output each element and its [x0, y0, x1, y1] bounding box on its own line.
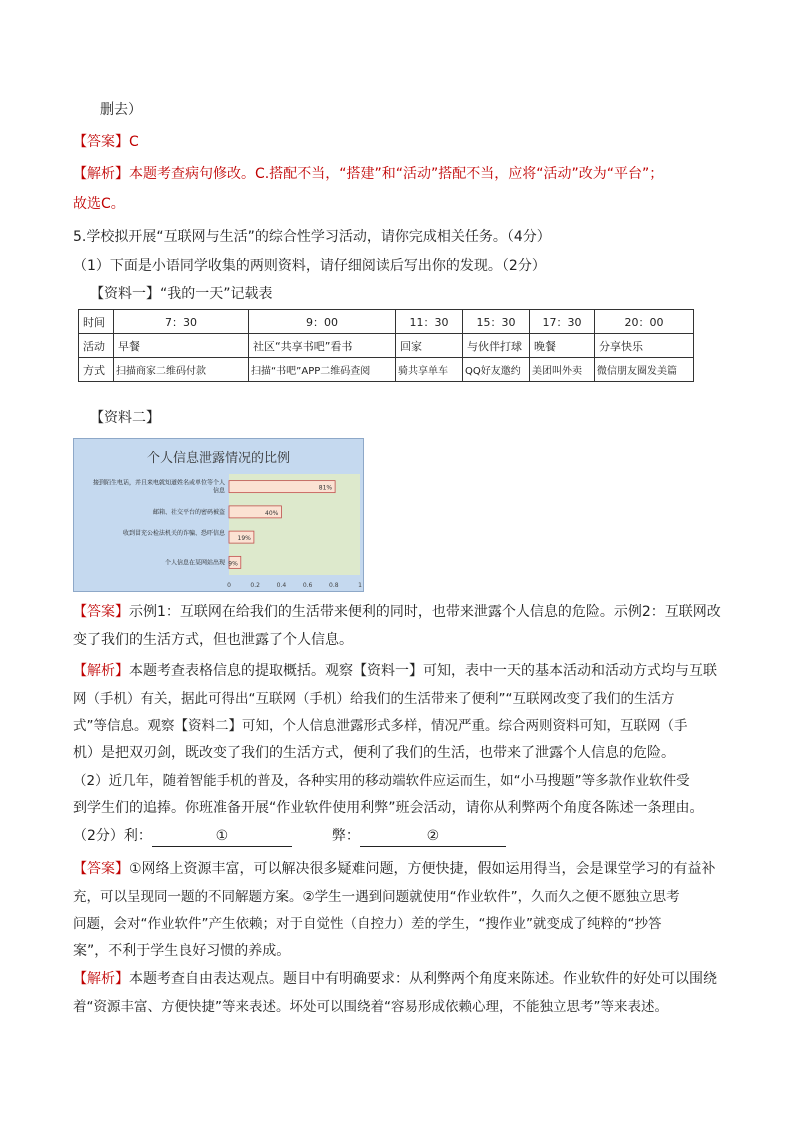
chart-data-label: 40% [265, 509, 279, 517]
answer-text: ①网络上资源丰富，可以解决很多疑难问题，方便快捷，假如运用得当，会是课堂学习的有益补 [129, 861, 716, 877]
table-row [79, 358, 694, 382]
analysis2-line-3: 式”等信息。观察【资料二】可知，个人信息泄露形式多样，情况严重。综合两则资料可知，互联网（手 [73, 718, 688, 734]
table-cell: 7：30 [114, 310, 249, 334]
chart-data-label: 19% [237, 535, 251, 543]
analysis-line-2: 故选C。 [73, 196, 125, 212]
chart-category-label: 信息 [212, 487, 225, 495]
table-cell: QQ好友邀约 [463, 358, 530, 382]
analysis-text: 本题考查病句修改。C.搭配不当，“搭建”和“活动”搭配不当，应将“活动”改为“平台”； [129, 166, 664, 182]
table-cell: 扫描商家二维码付款 [114, 358, 249, 382]
table-cell: 15：30 [463, 310, 530, 334]
analysis-text: 本题考查表格信息的提取概括。观察【资料一】可知，表中一天的基本活动和活动方式均与互联 [129, 663, 717, 679]
table-cell: 早餐 [114, 334, 249, 358]
table-cell: 晚餐 [530, 334, 595, 358]
question-5-1: （1）下面是小语同学收集的两则资料，请仔细阅读后写出你的发现。（2分） [73, 258, 546, 274]
analysis-text: 本题考查自由表达观点。题目中有明确要求：从利弊两个角度来陈述。作业软件的好处可以围绕 [129, 971, 717, 987]
answer3-line-4: 案”，不利于学生良好习惯的养成。 [73, 943, 291, 959]
record-table [78, 309, 694, 382]
table-cell: 17：30 [530, 310, 595, 334]
answer-tag: 【答案】 [73, 604, 129, 620]
table-cell: 20：00 [595, 310, 694, 334]
chart-title: 个人信息泄露情况的比例 [146, 451, 290, 466]
question-5-2-line-2: 到学生们的追捧。你班准备开展“作业软件使用利弊”班会活动，请你从利弊两个角度各陈述一条理由。 [73, 800, 704, 816]
leak-chart [73, 438, 364, 592]
table-cell: 方式 [79, 358, 114, 382]
answer2-line-1 [73, 602, 721, 622]
analysis2-line-2: 网（手机）有关，据此可得出“互联网（手机）给我们的生活带来了便利”“互联网改变了我们的生活方 [73, 691, 675, 707]
analysis-tag: 【解析】 [73, 166, 129, 182]
table-cell: 与伙伴打球 [463, 334, 530, 358]
chart-category-label: 收到冒充公检法机关的诈骗、恐吓信息 [122, 530, 225, 538]
analysis-tag: 【解析】 [73, 971, 129, 987]
pros-label: （2分）利： [73, 828, 152, 844]
chart-tick-label: 0 [227, 582, 231, 589]
answer-tag: 【答案】 [73, 134, 129, 150]
table-cell: 微信朋友圈发美篇 [595, 358, 694, 382]
analysis3-line-1 [73, 969, 717, 989]
chart-tick-label: 0.2 [250, 582, 260, 589]
analysis3-line-2: 着“资源丰富、方便快捷”等来表述。坏处可以围绕着“容易形成依赖心理，不能独立思考”等来表述。 [73, 999, 668, 1015]
chart-data-label: 81% [318, 484, 333, 492]
question-5: 5.学校拟开展“互联网与生活”的综合性学习活动，请你完成相关任务。（4分） [73, 229, 551, 245]
table-row [79, 334, 694, 358]
chart-tick-label: 0.8 [329, 582, 339, 589]
table-cell: 分享快乐 [595, 334, 694, 358]
answer-line-1 [73, 132, 139, 152]
question-5-2-line-1: （2）近几年，随着智能手机的普及，各种实用的移动端软件应运而生，如“小马搜题”等多款作业软件受 [73, 773, 690, 789]
table-cell: 骑共享单车 [396, 358, 463, 382]
answer-tag: 【答案】 [73, 861, 129, 877]
chart-category-label: 邮箱、社交平台的密码被盗 [152, 508, 225, 516]
table-cell: 时间 [79, 310, 114, 334]
table-cell: 11：30 [396, 310, 463, 334]
answer3-line-3: 问题，会对“作业软件”产生依赖；对于自觉性（自控力）差的学生，“搜作业”就变成了纯粹的“抄答 [73, 916, 662, 932]
analysis2-line-4: 机）是把双刃剑，既改变了我们的生活方式，便利了我们的生活，也带来了泄露个人信息的危险。 [73, 745, 675, 761]
line-1: 删去） [100, 102, 142, 118]
chart-tick-label: 0.4 [276, 582, 287, 589]
material-two-title: 【资料二】 [90, 410, 160, 426]
table-cell: 美团叫外卖 [530, 358, 595, 382]
chart-category-label: 接到陌生电话，并且来电就知道姓名或单位等个人 [92, 479, 225, 487]
table-cell: 扫描“书吧”APP二维码查阅 [249, 358, 396, 382]
table-cell: 活动 [79, 334, 114, 358]
chart-tick-label: 0.6 [302, 582, 313, 589]
cons-blank: ② [360, 826, 506, 847]
table-cell: 社区“共享书吧”看书 [249, 334, 396, 358]
chart-tick-label: 1 [358, 582, 362, 589]
question-5-2-line-3 [73, 826, 506, 847]
answer-text: 示例1：互联网在给我们的生活带来便利的同时，也带来泄露个人信息的危险。示例2：互联网改 [129, 604, 721, 620]
chart-category-label: 个人信息在某网站出现 [164, 559, 225, 567]
table-cell: 9：00 [249, 310, 396, 334]
pros-blank: ① [152, 826, 292, 847]
answer3-line-2: 充，可以呈现同一题的不同解题方案。②学生一遇到问题就使用“作业软件”，久而久之便不愿独立思考 [73, 889, 680, 905]
table-row [79, 310, 694, 334]
analysis-tag: 【解析】 [73, 663, 129, 679]
table-cell: 回家 [396, 334, 463, 358]
chart-data-label: 9% [228, 560, 238, 568]
answer-text: C [129, 134, 139, 150]
answer2-line-2: 变了我们的生活方式，但也泄露了个人信息。 [73, 632, 353, 648]
cons-label: 弊： [331, 828, 360, 844]
analysis-line-1 [73, 164, 663, 184]
answer3-line-1 [73, 859, 716, 879]
analysis2-line-1 [73, 661, 717, 681]
material-one-title: 【资料一】“我的一天”记载表 [90, 286, 273, 302]
chart-svg [74, 439, 365, 593]
